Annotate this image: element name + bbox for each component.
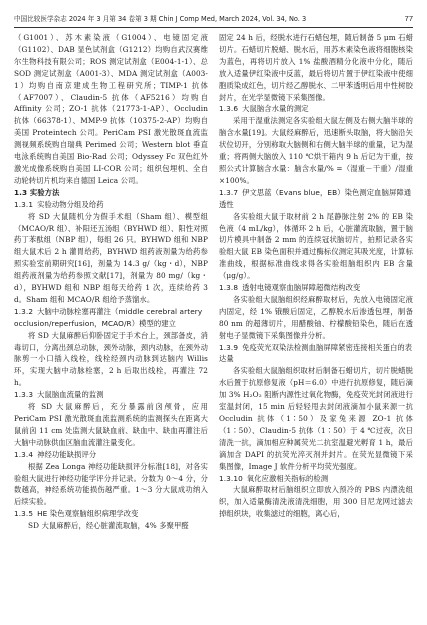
subsection-number: 1.3.7 <box>219 187 239 197</box>
subsection-number: 1.3.3 <box>14 390 34 400</box>
paragraph: SD 大鼠麻醉后，经心脏灌流取脑，4% 多聚甲醛 <box>28 521 189 531</box>
subsection-heading <box>219 103 413 115</box>
paragraph: 各实验组大鼠脑组织取材后制备石蜡切片，切片脱蜡脱水后置于抗原修复液（pH＝6.0）中进行抗原修复，随后滴加 3% H₂O₂ 阻断内源性过氧化物酶，免疫荧光封闭液进行室温封闭，15 min 后轻轻甩去封闭液滴加小鼠来源一抗 Occludin 抗体（1∶50）及家兔来源 ZO-1 抗体（1∶50）、Claudin-5 抗体（1∶50）于 4 ℃过夜，次日清洗一抗，滴加相应种属荧光二抗室温避光孵育 1 h，最后滴加含 DAPI 的抗荧光淬灭剂并封片。在荧光显微镜下采集图像，Image J 软件分析平均荧光强度。 <box>219 366 413 471</box>
paragraph: 大鼠麻醉取材后脑组织立即放入预冷的 PBS 内漂洗组织，加入适量酶清洗液清洗细胞，用 300 目尼龙网过滤去掉组织块，收集滤过的细胞，离心后， <box>219 485 413 519</box>
running-header <box>14 13 413 25</box>
header-rule <box>14 27 413 28</box>
subsection-heading <box>219 342 413 366</box>
paragraph: 将 SD 大鼠麻醉后仰卧固定于手术台上，颈部备皮，消毒切口，分离出颈总动脉，颈外动脉，颈内动脉，在颈外动脉剪一小口插入线栓，线栓经颈内动脉到达脑内 Willis 环，实现大脑中动脉栓塞，2 h 后取出线栓，再灌注 72 h。 <box>14 330 208 388</box>
subsection-number: 1.3.2 <box>14 306 34 316</box>
section-number: 1.3 <box>14 187 28 197</box>
subsection-title: 神经功能缺损评分 <box>37 449 97 459</box>
journal-citation: 中国比较医学杂志 2024 年 3 月第 34 卷第 3 期 Chin J Comp Med, March 2024, Vol. 34, No. 3 <box>14 15 307 23</box>
subsection-title: 大脑中动脉栓塞再灌注（middle cerebral artery occlusion/reperfusion，MCAO/R）模型的建立 <box>14 306 203 328</box>
subsection-title: 大鼠脑血流量的监测 <box>37 390 104 400</box>
subsection-number: 1.3.1 <box>14 199 34 209</box>
subsection-title: 大鼠脑含水量的测定 <box>242 104 309 114</box>
subsection-number: 1.3.9 <box>219 342 239 352</box>
subsection-number: 1.3.6 <box>219 104 239 114</box>
subsection-heading <box>14 508 208 520</box>
subsection-title: HE 染色观察脑组织病理学改变 <box>37 509 139 519</box>
paragraph: 根据 Zea Longa 神经功能缺损评分标准[18]，对各实验组大鼠进行神经功能学评分并记录。分数为 0～4 分，分数越高，神经系统功能损伤越严重。1～3 分大鼠成功纳入后续实验。 <box>14 461 208 507</box>
subsection-heading <box>14 306 208 330</box>
subsection-heading <box>14 389 208 401</box>
subsection-title: 实验动物分组及给药 <box>37 199 104 209</box>
right-column <box>219 32 413 520</box>
paragraph: 各实验组大鼠于取材前 2 h 尾静脉注射 2% 的 EB 染色液（4 mL/kg），体循环 2 h 后，心脏灌流取脑，置于脑切片模具中制备 2 mm 的连续冠状脑切片，拍照记录各实验组大鼠 EB 染色面积并通过酶标仪测定其吸光度，计算标准曲线，根据标准曲线求得各实验组脑组织内 EB 含量（μg/g）。 <box>219 211 413 281</box>
subsection-title: 氧化应激相关指标的检测 <box>246 473 329 483</box>
subsection-heading <box>219 187 413 211</box>
paragraph: （G1001）、苏木素染液（G1004）、电镜固定液（G1102）、DAB 显色试剂盒（G1212）均购自武汉赛维尔生物科技有限公司；ROS 测定试剂盒（E004-1-1）、总 SOD 测定试剂盒（A001-3）、MDA 测定试剂盒（A003-1）均购自南京建成生物工程研究所；TIMP-1 抗体（AF7007）、Claudin-5 抗体（AF5216）均购自 Affinity 公司；ZO-1 抗体（21773-1-AP）、Occludin 抗体（66378-1）、MMP-9 抗体（10375-2-AP）均购自美国 Proteintech 公司。PeriCam PSI 激光散斑血流监测视频系统购自瑞典 Perimed 公司；Western blot 垂直电泳系统购自美国 Bio-Rad 公司；Odyssey Fc 双色红外激光成像系统购自美国 LI-COR 公司；组织包埋机、全自动轮转切片机均来自德国 Leica 公司。 <box>14 33 208 185</box>
paragraph: 采用干湿重法测定各实验组大鼠左侧及右侧大脑半球的脑含水量[19]。大鼠经麻醉后，迅速断头取脑，将大脑沿矢状位切开，分别称取大脑侧和右侧大脑半球的重量，记为湿重；将两侧大脑放入 110 ℃烘干箱内 9 h 后记为干重，按照公式计算脑含水量：脑含水量/% =（湿重－干重）/湿重 ×100%。 <box>219 116 413 185</box>
paragraph: 将 SD 大鼠麻醉后，充分暴露前囟颅骨，应用 PeriCam PSI 激光散斑血流监测系统的监测探头在距离大鼠前囟 11 cm 处监测大鼠缺血前、缺血中、缺血再灌注后大脑中动脉供血区脑血流灌注量变化。 <box>14 402 208 447</box>
subsection-heading <box>219 473 413 485</box>
subsection-heading <box>14 199 208 211</box>
page-number: 77 <box>404 14 413 23</box>
paragraph: 固定 24 h 后，经脱水进行石蜡包埋，随后制备 5 μm 石蜡切片。石蜡切片脱蜡、脱水后，用苏木素染色液将细胞核染为蓝色，再将切片放入 1% 盐酸酒精分化液中分化，随后放入适量伊红染液中反蓝，最后将切片置于伊红染液中使细胞质染成红色，切片经乙醇脱水、二甲苯透明后用中性树胶封片，在光学显微镜下采集图像。 <box>219 33 413 102</box>
subsection-number: 1.3.4 <box>14 449 34 459</box>
subsection-heading <box>14 449 208 461</box>
paragraph: 将 SD 大鼠随机分为假手术组（Sham 组）、模型组（MCAO/R 组）、补阳还五汤组（BYHWD 组）、阳性对照药丁苯酞组（NBP 组），每组 26 只。BYHWD 组和 NBP 组大鼠术后 2 h 灌胃给药，BYHWD 组药液剂量为给药参照实验室前期研究[16]，剂量为 14.3 g/（kg・d），NBP 组药液剂量为给药参照文献[17]，剂量为 80 mg/（kg・d），BYHWD 组和 NBP 组每天给药 1 次，连续给药 3 d。Sham 组和 MCAO/R 组给予蒸馏水。 <box>14 211 208 304</box>
section-heading <box>14 187 208 199</box>
subsection-heading <box>219 282 413 294</box>
subsection-title: 免疫荧光双染法检测血脑屏障紧密连接相关蛋白的表达量 <box>219 342 413 364</box>
left-column <box>14 32 208 532</box>
paragraph: 各实验组大鼠脑组织经麻醉取材后，先放入电镜固定液内固定，经 1% 锇酸后固定，乙醇脱水后渗透包埋，制备 80 nm 的超薄切片，用醋酸铀、柠檬酸铅染色，随后在透射电子显微镜下采集图像并分析。 <box>219 294 413 340</box>
subsection-title: 透射电镜观察血脑屏障超微结构改变 <box>242 283 361 293</box>
subsection-number: 1.3.8 <box>219 283 239 293</box>
subsection-title: 伊文思蓝（Evans blue，EB）染色测定血脑屏障通透性 <box>219 187 412 209</box>
subsection-number: 1.3.10 <box>219 473 243 483</box>
subsection-number: 1.3.5 <box>14 509 34 519</box>
section-title: 实验方法 <box>29 187 60 197</box>
